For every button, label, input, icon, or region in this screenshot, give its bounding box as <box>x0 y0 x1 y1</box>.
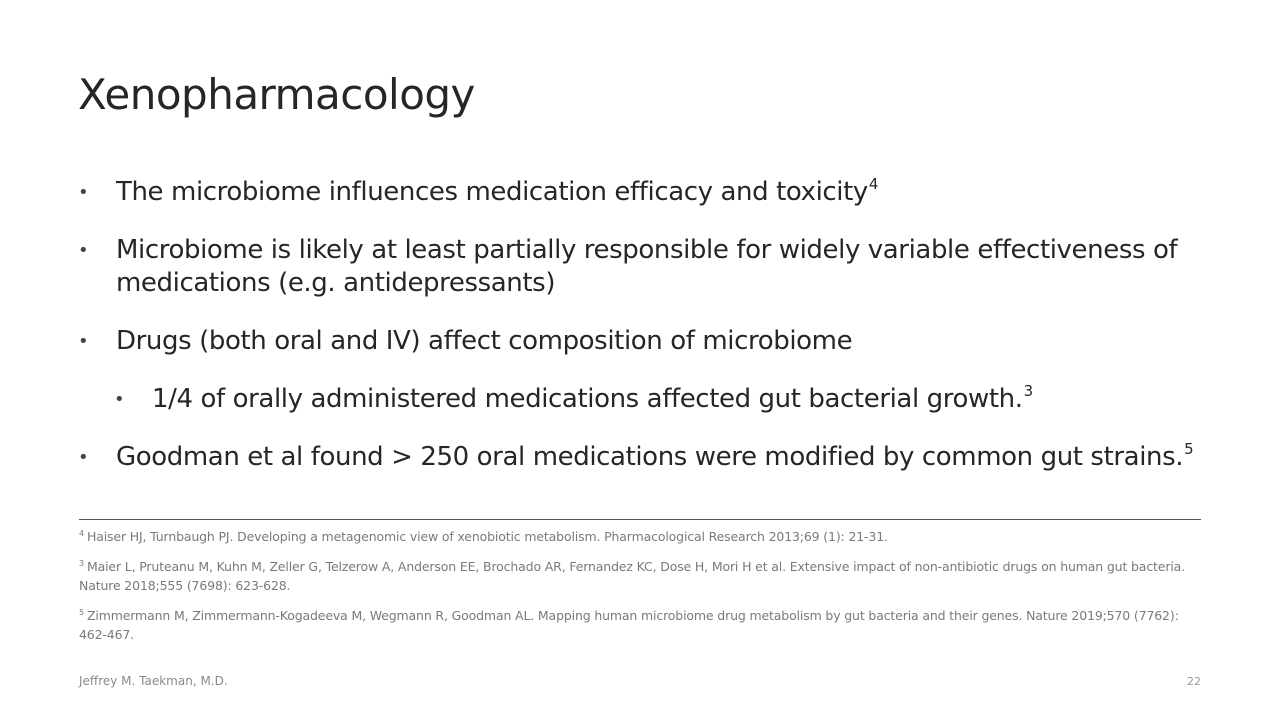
reference-number: 4 <box>79 529 84 538</box>
reference-number: 5 <box>79 608 84 617</box>
footnote-marker: 4 <box>868 175 879 193</box>
footer-author: Jeffrey M. Taekman, M.D. <box>79 674 228 688</box>
bullet-text: 1/4 of orally administered medications affected gut bacterial growth. <box>152 384 1023 414</box>
reference-item <box>79 557 1204 595</box>
sub-bullet-item <box>114 383 1228 416</box>
references-divider <box>79 519 1201 520</box>
bullet-text: Goodman et al found > 250 oral medications were modified by common gut strains. <box>116 442 1184 472</box>
footnote-marker: 5 <box>1184 440 1194 458</box>
reference-text: Haiser HJ, Turnbaugh PJ. Developing a metagenomic view of xenobiotic metabolism. Pharmacological Research 2013;69 (1): 21-31. <box>86 529 888 544</box>
reference-number: 3 <box>79 559 84 568</box>
page-number: 22 <box>1187 675 1201 688</box>
reference-item <box>79 606 1204 644</box>
bullet-dot-icon: • <box>78 240 89 261</box>
bullet-item <box>78 176 1228 209</box>
bullet-dot-icon: • <box>114 389 125 410</box>
bullet-item <box>78 441 1228 474</box>
references-list <box>79 527 1204 655</box>
bullet-item <box>78 325 1228 358</box>
bullet-text: Microbiome is likely at least partially responsible for widely variable effectiveness of medications (e.g. antidepressants) <box>116 235 1178 298</box>
bullet-item <box>78 234 1228 300</box>
slide-title: Xenopharmacology <box>78 70 475 119</box>
bullet-dot-icon: • <box>78 331 89 352</box>
bullet-dot-icon: • <box>78 182 89 203</box>
footnote-marker: 3 <box>1023 382 1033 400</box>
bullet-text: The microbiome influences medication efficacy and toxicity <box>116 177 868 207</box>
bullet-list <box>78 176 1228 499</box>
reference-text: Maier L, Pruteanu M, Kuhn M, Zeller G, Telzerow A, Anderson EE, Brochado AR, Fernandez KC, Dose H, Mori H et al. Extensive impact of non-antibiotic drugs on human gut bacteria. Nature 2018;555 (7698): 623-628. <box>79 559 1185 593</box>
reference-text: Zimmermann M, Zimmermann-Kogadeeva M, Wegmann R, Goodman AL. Mapping human microbiome drug metabolism by gut bacteria and their genes. Nature 2019;570 (7762): 462-467. <box>79 608 1179 642</box>
reference-item <box>79 527 1204 546</box>
bullet-text: Drugs (both oral and IV) affect composition of microbiome <box>116 326 853 356</box>
bullet-dot-icon: • <box>78 447 89 468</box>
